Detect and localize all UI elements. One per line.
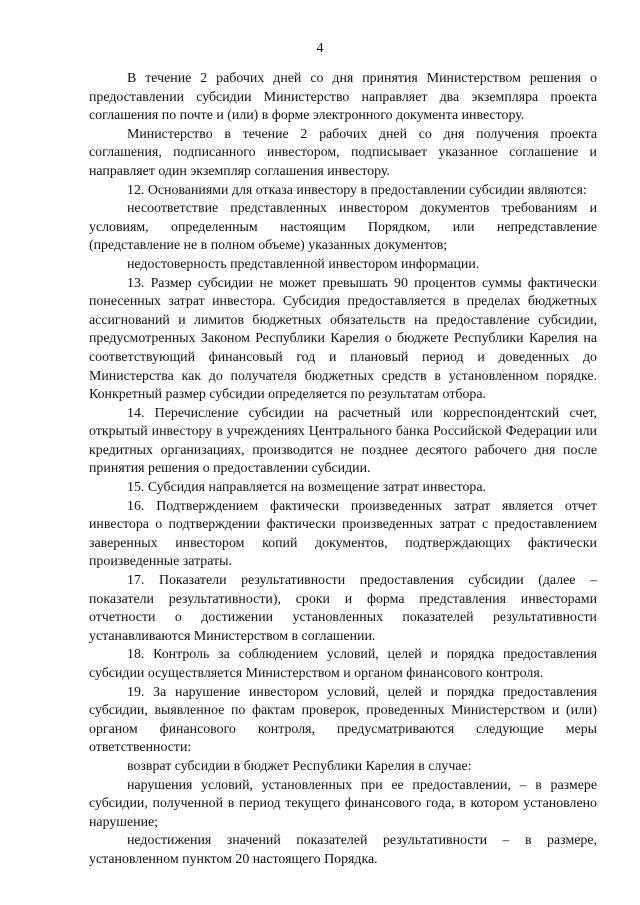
paragraph-refusal-ground-inaccuracy: недостоверность представленной инвестором информации. (127, 256, 480, 272)
paragraph-refund-violation: нарушения условий, установленных при ее предоставлении, – в размере субсидии, полученной в период текущего финансового года, в котором установлено нарушение; (89, 777, 597, 830)
paragraph-refund-indicators: недостижения значений показателей результативности – в размере, установленном пунктом 20 настоящего Порядка. (89, 833, 597, 867)
document-body (89, 70, 597, 870)
paragraph-refusal-ground-nonconformity: несоответствие представленных инвестором документов требованиям и условиям, определенным настоящим Порядком, или непредставление (представление не в полном объеме) указанных документов; (89, 201, 597, 254)
page-number: 4 (316, 41, 324, 56)
paragraph-subsidy-transfer: 14. Перечисление субсидии на расчетный или корреспондентский счет, открытый инвестору в учреждениях Центрального банка Российской Федерации или кредитных организациях, производится не позднее десятого рабочего дня после принятия решения о предоставлении субсидии. (89, 405, 597, 477)
paragraph-subsidy-purpose: 15. Субсидия направляется на возмещение затрат инвестора. (127, 480, 486, 496)
paragraph-agreement-draft: В течение 2 рабочих дней со дня принятия Министерством решения о предоставлении субсидии Министерство направляет два экземпляра проекта соглашения по почте и (или) в форме электронного документа инвестору. (89, 71, 597, 124)
paragraph-performance-indicators: 17. Показатели результативности предоставления субсидии (далее – показатели результативности), сроки и форма представления инвесторами отчетности о достижении установленных показателей результативности устанавливаются Министерством в соглашении. (89, 573, 597, 644)
paragraph-refund-cases: возврат субсидии в бюджет Республики Карелия в случае: (127, 758, 472, 774)
paragraph-control: 18. Контроль за соблюдением условий, целей и порядка предоставления субсидии осуществляется Министерством и органом финансового контроля. (89, 647, 597, 681)
paragraph-subsidy-amount: 13. Размер субсидии не может превышать 90 процентов суммы фактически понесенных затрат инвестора. Субсидия предоставляется в пределах бюджетных ассигнований и лимитов бюджетных обязательств на предоставление субсидии, предусмотренных Законом Республики Карелия о бюджете Республики Карелия на соответствующий финансовый год и плановый период и доведенных до Министерства как до получателя бюджетных средств в установленном порядке. Конкретный размер субсидии определяется по результатам отбора. (89, 275, 597, 403)
paragraph-refusal-grounds: 12. Основаниями для отказа инвестору в предоставлении субсидии являются: (127, 182, 587, 198)
paragraph-liability: 19. За нарушение инвестором условий, целей и порядка предоставления субсидии, выявленное по фактам проверок, проведенных Министерством и (или) органом финансового контроля, предусматриваются следующие меры ответственности: (89, 684, 597, 756)
paragraph-cost-confirmation: 16. Подтверждением фактически произведенных затрат является отчет инвестора о подтверждении фактически произведенных затрат с предоставлением заверенных инвестором копий документов, подтверждающих фактически произведенные затраты. (89, 498, 597, 570)
paragraph-agreement-signing: Министерство в течение 2 рабочих дней со дня получения проекта соглашения, подписанного инвестором, подписывает указанное соглашение и направляет один экземпляр соглашения инвестору. (89, 126, 597, 179)
